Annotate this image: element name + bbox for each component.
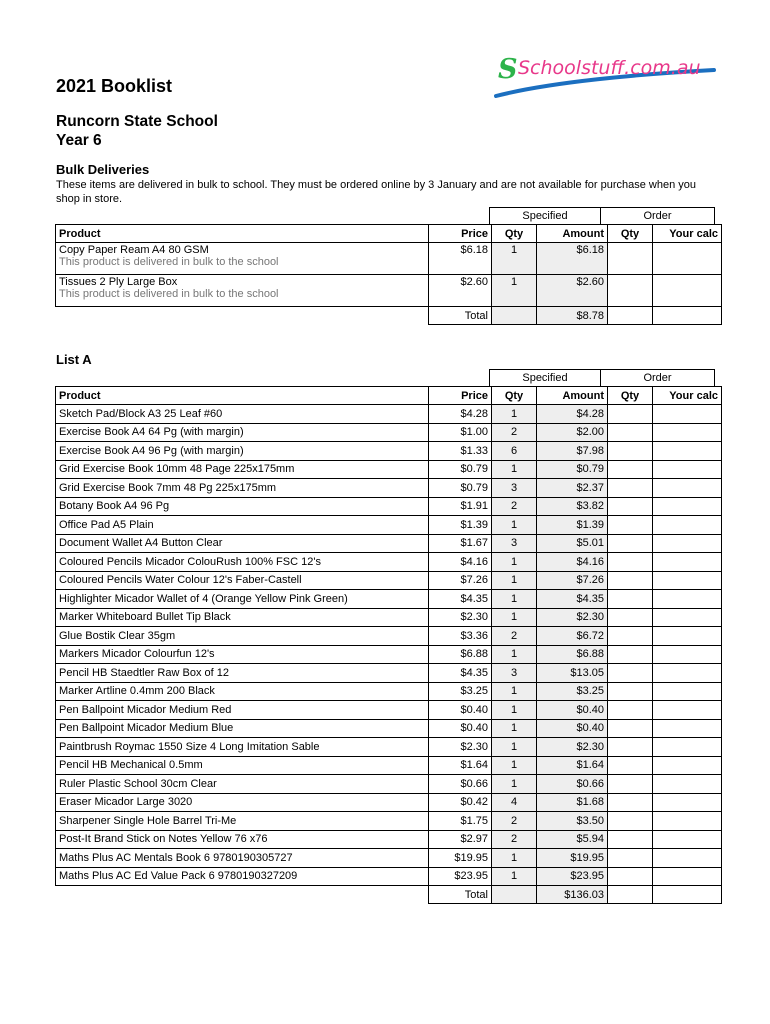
qty-cell: 1: [492, 275, 537, 307]
table-row: [56, 849, 722, 868]
table-row: [56, 645, 722, 664]
qty-cell: 1: [492, 608, 537, 627]
table-row: [56, 534, 722, 553]
table-row: [56, 830, 722, 849]
product-cell: Maths Plus AC Mentals Book 6 9780190305727: [56, 849, 429, 868]
order-qty-cell[interactable]: [608, 756, 653, 775]
schoolstuff-logo: [490, 44, 718, 106]
qty-cell: 1: [492, 719, 537, 738]
total-your-calc[interactable]: [653, 307, 722, 325]
product-cell: Grid Exercise Book 7mm 48 Pg 225x175mm: [56, 479, 429, 498]
qty-cell: 1: [492, 571, 537, 590]
amount-cell: $2.30: [537, 608, 608, 627]
order-qty-cell[interactable]: [608, 275, 653, 307]
price-cell: $6.88: [429, 645, 492, 664]
order-qty-cell[interactable]: [608, 423, 653, 442]
price-cell: $7.26: [429, 571, 492, 590]
total-order-qty[interactable]: [608, 886, 653, 904]
table-row: [56, 442, 722, 461]
qty-cell: 1: [492, 867, 537, 886]
table-row: [56, 627, 722, 646]
your-calc-cell[interactable]: [653, 497, 722, 516]
product-cell: Coloured Pencils Water Colour 12's Faber-Castell: [56, 571, 429, 590]
amount-cell: $5.01: [537, 534, 608, 553]
qty-cell: 1: [492, 738, 537, 757]
product-cell: Pencil HB Staedtler Raw Box of 12: [56, 664, 429, 683]
product-cell: Ruler Plastic School 30cm Clear: [56, 775, 429, 794]
order-qty-cell[interactable]: [608, 460, 653, 479]
table-row: [56, 812, 722, 831]
order-label: Order: [643, 210, 672, 222]
product-cell: Pen Ballpoint Micador Medium Red: [56, 701, 429, 720]
total-row: [56, 886, 722, 904]
your-calc-cell[interactable]: [653, 738, 722, 757]
order-group-header: [600, 207, 715, 224]
price-cell: $1.91: [429, 497, 492, 516]
qty-cell: 1: [492, 590, 537, 609]
your-calc-cell[interactable]: [653, 405, 722, 424]
order-qty-cell[interactable]: [608, 516, 653, 535]
col-product: Product: [56, 225, 429, 243]
your-calc-cell[interactable]: [653, 516, 722, 535]
amount-cell: $23.95: [537, 867, 608, 886]
list-a-table: [55, 386, 722, 904]
your-calc-cell[interactable]: [653, 553, 722, 572]
your-calc-cell[interactable]: [653, 682, 722, 701]
order-qty-cell[interactable]: [608, 442, 653, 461]
school-name: Runcorn State School: [56, 113, 218, 130]
bulk-total-amount: $8.78: [537, 307, 608, 325]
amount-cell: $2.60: [537, 275, 608, 307]
price-cell: $2.30: [429, 738, 492, 757]
order-qty-cell[interactable]: [608, 497, 653, 516]
product-cell: Post-It Brand Stick on Notes Yellow 76 x76: [56, 830, 429, 849]
total-label: Total: [429, 307, 492, 325]
col-order-qty-a: Qty: [608, 387, 653, 405]
price-cell: $1.39: [429, 516, 492, 535]
product-cell: Coloured Pencils Micador ColouRush 100% FSC 12's: [56, 553, 429, 572]
product-cell: Maths Plus AC Ed Value Pack 6 9780190327209: [56, 867, 429, 886]
total-order-qty[interactable]: [608, 307, 653, 325]
total-spacer: [56, 886, 429, 904]
amount-cell: $2.30: [537, 738, 608, 757]
qty-cell: 2: [492, 627, 537, 646]
amount-cell: $0.66: [537, 775, 608, 794]
qty-cell: 1: [492, 645, 537, 664]
your-calc-cell[interactable]: [653, 442, 722, 461]
order-qty-cell[interactable]: [608, 849, 653, 868]
order-group-header-a: [600, 369, 715, 386]
qty-cell: 6: [492, 442, 537, 461]
order-qty-cell[interactable]: [608, 553, 653, 572]
your-calc-cell[interactable]: [653, 756, 722, 775]
qty-cell: 1: [492, 243, 537, 275]
order-qty-cell[interactable]: [608, 738, 653, 757]
price-cell: $0.42: [429, 793, 492, 812]
price-cell: $0.40: [429, 701, 492, 720]
table-row: [56, 275, 722, 307]
product-cell: Grid Exercise Book 10mm 48 Page 225x175mm: [56, 460, 429, 479]
amount-cell: $19.95: [537, 849, 608, 868]
your-calc-cell[interactable]: [653, 701, 722, 720]
order-qty-cell[interactable]: [608, 627, 653, 646]
table-row: [56, 775, 722, 794]
order-qty-cell[interactable]: [608, 405, 653, 424]
amount-cell: $1.64: [537, 756, 608, 775]
price-cell: $2.97: [429, 830, 492, 849]
product-cell: Document Wallet A4 Button Clear: [56, 534, 429, 553]
total-spacer: [56, 307, 429, 325]
your-calc-cell[interactable]: [653, 275, 722, 307]
list-a-heading: List A: [56, 352, 92, 367]
amount-cell: $2.37: [537, 479, 608, 498]
qty-cell: 3: [492, 479, 537, 498]
your-calc-cell[interactable]: [653, 479, 722, 498]
your-calc-cell[interactable]: [653, 460, 722, 479]
amount-cell: $1.68: [537, 793, 608, 812]
order-label-a: Order: [643, 372, 672, 384]
bulk-description: These items are delivered in bulk to school. They must be ordered online by 3 January and are not available for purchase when you shop in store.: [56, 179, 697, 205]
price-cell: $3.36: [429, 627, 492, 646]
price-cell: $4.35: [429, 590, 492, 609]
product-cell: Marker Whiteboard Bullet Tip Black: [56, 608, 429, 627]
product-cell: [56, 243, 429, 275]
amount-cell: $7.26: [537, 571, 608, 590]
your-calc-cell[interactable]: [653, 812, 722, 831]
total-qty-blank: [492, 307, 537, 325]
product-cell: Exercise Book A4 96 Pg (with margin): [56, 442, 429, 461]
table-row: [56, 243, 722, 275]
qty-cell: 1: [492, 701, 537, 720]
qty-cell: 2: [492, 497, 537, 516]
qty-cell: 1: [492, 849, 537, 868]
price-cell: $1.75: [429, 812, 492, 831]
order-qty-cell[interactable]: [608, 645, 653, 664]
price-cell: $2.30: [429, 608, 492, 627]
page-title: 2021 Booklist: [56, 76, 173, 96]
your-calc-cell[interactable]: [653, 867, 722, 886]
table-row: [56, 479, 722, 498]
amount-cell: $3.82: [537, 497, 608, 516]
qty-cell: 1: [492, 405, 537, 424]
qty-cell: 1: [492, 516, 537, 535]
table-row: [56, 793, 722, 812]
product-cell: Sketch Pad/Block A3 25 Leaf #60: [56, 405, 429, 424]
price-cell: $0.79: [429, 460, 492, 479]
qty-cell: 4: [492, 793, 537, 812]
order-qty-cell[interactable]: [608, 243, 653, 275]
amount-cell: $5.94: [537, 830, 608, 849]
qty-cell: 2: [492, 423, 537, 442]
order-qty-cell[interactable]: [608, 867, 653, 886]
specified-label: Specified: [522, 210, 568, 222]
your-calc-cell[interactable]: [653, 719, 722, 738]
table-row: [56, 682, 722, 701]
bulk-heading: Bulk Deliveries: [56, 162, 150, 177]
table-row: [56, 405, 722, 424]
price-cell: $19.95: [429, 849, 492, 868]
total-row: [56, 307, 722, 325]
table-row: [56, 738, 722, 757]
your-calc-cell[interactable]: [653, 243, 722, 275]
amount-cell: $0.40: [537, 719, 608, 738]
order-qty-cell[interactable]: [608, 775, 653, 794]
specified-label-a: Specified: [522, 372, 568, 384]
col-qty-a: Qty: [492, 387, 537, 405]
col-your-calc: Your calc: [653, 225, 722, 243]
price-cell: $1.64: [429, 756, 492, 775]
year-level: Year 6: [56, 132, 102, 149]
order-qty-cell[interactable]: [608, 590, 653, 609]
table-row: [56, 497, 722, 516]
list-a-total-amount: $136.03: [537, 886, 608, 904]
table-row: [56, 516, 722, 535]
price-cell: $0.40: [429, 719, 492, 738]
amount-cell: $3.50: [537, 812, 608, 831]
product-note: This product is delivered in bulk to the school: [59, 288, 279, 300]
price-cell: $4.28: [429, 405, 492, 424]
product-cell: Exercise Book A4 64 Pg (with margin): [56, 423, 429, 442]
price-cell: $2.60: [429, 275, 492, 307]
qty-cell: 2: [492, 830, 537, 849]
product-cell: [56, 275, 429, 307]
order-qty-cell[interactable]: [608, 608, 653, 627]
amount-cell: $0.40: [537, 701, 608, 720]
product-cell: Paintbrush Roymac 1550 Size 4 Long Imitation Sable: [56, 738, 429, 757]
table-row: [56, 571, 722, 590]
price-cell: $3.25: [429, 682, 492, 701]
logo-text: Schoolstuff.com.au: [518, 57, 701, 79]
col-amount: Amount: [537, 225, 608, 243]
table-row: [56, 423, 722, 442]
order-qty-cell[interactable]: [608, 479, 653, 498]
table-row: [56, 590, 722, 609]
total-qty-blank: [492, 886, 537, 904]
table-row: [56, 756, 722, 775]
product-cell: Eraser Micador Large 3020: [56, 793, 429, 812]
amount-cell: $6.88: [537, 645, 608, 664]
qty-cell: 1: [492, 682, 537, 701]
your-calc-cell[interactable]: [653, 571, 722, 590]
your-calc-cell[interactable]: [653, 775, 722, 794]
price-cell: $4.16: [429, 553, 492, 572]
price-cell: $0.79: [429, 479, 492, 498]
your-calc-cell[interactable]: [653, 590, 722, 609]
table-row: [56, 664, 722, 683]
product-cell: Highlighter Micador Wallet of 4 (Orange Yellow Pink Green): [56, 590, 429, 609]
amount-cell: $2.00: [537, 423, 608, 442]
order-qty-cell[interactable]: [608, 571, 653, 590]
total-your-calc[interactable]: [653, 886, 722, 904]
qty-cell: 3: [492, 534, 537, 553]
order-qty-cell[interactable]: [608, 719, 653, 738]
qty-cell: 3: [492, 664, 537, 683]
amount-cell: $6.72: [537, 627, 608, 646]
qty-cell: 1: [492, 553, 537, 572]
col-qty: Qty: [492, 225, 537, 243]
product-cell: Office Pad A5 Plain: [56, 516, 429, 535]
product-name: Tissues 2 Ply Large Box: [59, 276, 178, 288]
order-qty-cell[interactable]: [608, 682, 653, 701]
amount-cell: $13.05: [537, 664, 608, 683]
table-row: [56, 608, 722, 627]
total-label: Total: [429, 886, 492, 904]
order-qty-cell[interactable]: [608, 793, 653, 812]
product-note: This product is delivered in bulk to the school: [59, 256, 279, 268]
order-qty-cell[interactable]: [608, 534, 653, 553]
your-calc-cell[interactable]: [653, 664, 722, 683]
svg-text:S: S: [498, 54, 518, 85]
product-cell: Pen Ballpoint Micador Medium Blue: [56, 719, 429, 738]
col-your-calc-a: Your calc: [653, 387, 722, 405]
your-calc-cell[interactable]: [653, 645, 722, 664]
table-row: [56, 867, 722, 886]
specified-group-header-a: [489, 369, 601, 386]
table-row: [56, 553, 722, 572]
table-row: [56, 701, 722, 720]
product-name: Copy Paper Ream A4 80 GSM: [59, 244, 209, 256]
your-calc-cell[interactable]: [653, 830, 722, 849]
table-row: [56, 460, 722, 479]
your-calc-cell[interactable]: [653, 627, 722, 646]
col-amount-a: Amount: [537, 387, 608, 405]
product-cell: Marker Artline 0.4mm 200 Black: [56, 682, 429, 701]
product-cell: Markers Micador Colourfun 12's: [56, 645, 429, 664]
amount-cell: $6.18: [537, 243, 608, 275]
amount-cell: $4.28: [537, 405, 608, 424]
price-cell: $1.33: [429, 442, 492, 461]
amount-cell: $4.35: [537, 590, 608, 609]
price-cell: $6.18: [429, 243, 492, 275]
order-qty-cell[interactable]: [608, 701, 653, 720]
qty-cell: 1: [492, 460, 537, 479]
specified-group-header: [489, 207, 601, 224]
col-price: Price: [429, 225, 492, 243]
price-cell: $23.95: [429, 867, 492, 886]
bulk-table: [55, 224, 722, 325]
amount-cell: $3.25: [537, 682, 608, 701]
price-cell: $4.35: [429, 664, 492, 683]
order-qty-cell[interactable]: [608, 664, 653, 683]
your-calc-cell[interactable]: [653, 608, 722, 627]
product-cell: Sharpener Single Hole Barrel Tri-Me: [56, 812, 429, 831]
price-cell: $1.00: [429, 423, 492, 442]
price-cell: $0.66: [429, 775, 492, 794]
amount-cell: $7.98: [537, 442, 608, 461]
your-calc-cell[interactable]: [653, 849, 722, 868]
product-cell: Botany Book A4 96 Pg: [56, 497, 429, 516]
school-heading: [56, 112, 218, 150]
your-calc-cell[interactable]: [653, 793, 722, 812]
amount-cell: $1.39: [537, 516, 608, 535]
product-cell: Glue Bostik Clear 35gm: [56, 627, 429, 646]
qty-cell: 2: [492, 812, 537, 831]
table-row: [56, 719, 722, 738]
amount-cell: $0.79: [537, 460, 608, 479]
your-calc-cell[interactable]: [653, 423, 722, 442]
order-qty-cell[interactable]: [608, 830, 653, 849]
order-qty-cell[interactable]: [608, 812, 653, 831]
product-cell: Pencil HB Mechanical 0.5mm: [56, 756, 429, 775]
col-order-qty: Qty: [608, 225, 653, 243]
qty-cell: 1: [492, 775, 537, 794]
price-cell: $1.67: [429, 534, 492, 553]
your-calc-cell[interactable]: [653, 534, 722, 553]
amount-cell: $4.16: [537, 553, 608, 572]
qty-cell: 1: [492, 756, 537, 775]
col-price-a: Price: [429, 387, 492, 405]
col-product-a: Product: [56, 387, 429, 405]
